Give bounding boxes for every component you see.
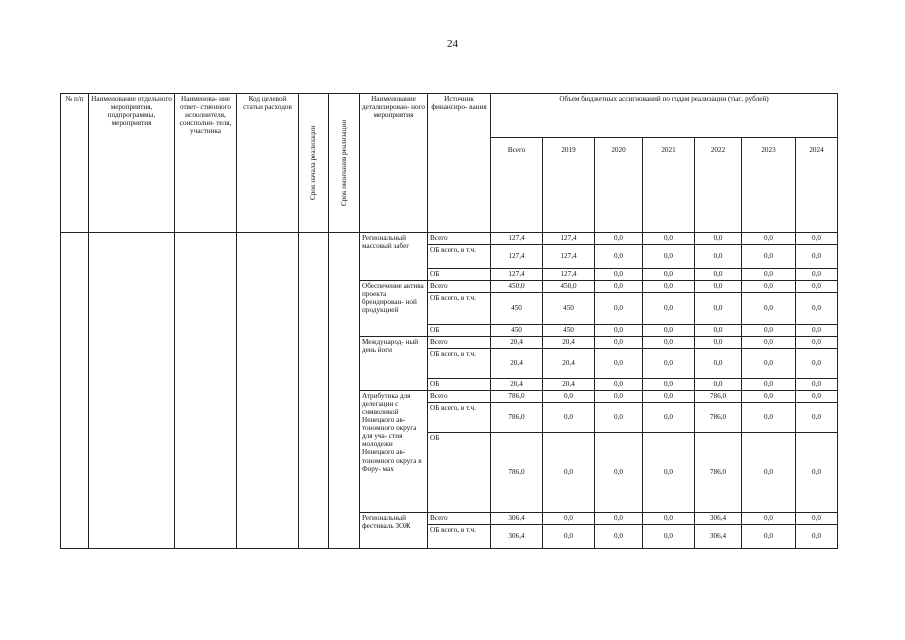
budget-value: 0,0: [742, 513, 796, 525]
table-row: [61, 233, 838, 245]
budget-value: 0,0: [695, 379, 742, 391]
budget-value: 0,0: [643, 391, 695, 403]
detail-event-name: Международ- ный день йоги: [360, 337, 428, 391]
budget-value: 786,0: [695, 433, 742, 513]
empty-cell: [329, 233, 360, 549]
budget-value: 450: [491, 293, 543, 325]
header-number: № п/п: [61, 94, 89, 233]
budget-value: 0,0: [695, 233, 742, 245]
budget-value: 0,0: [742, 379, 796, 391]
budget-value: 786,0: [491, 391, 543, 403]
budget-value: 127,4: [491, 245, 543, 269]
budget-value: 0,0: [796, 337, 838, 349]
budget-value: 20,4: [543, 337, 595, 349]
budget-value: 0,0: [742, 281, 796, 293]
budget-value: 0,0: [595, 293, 643, 325]
header-code: Код целевой статьи расходов: [237, 94, 299, 233]
budget-value: 0,0: [742, 293, 796, 325]
budget-value: 0,0: [695, 349, 742, 379]
budget-value: 0,0: [695, 281, 742, 293]
budget-value: 786,0: [695, 391, 742, 403]
budget-value: 0,0: [643, 525, 695, 549]
funding-source: ОБ: [428, 269, 491, 281]
empty-cell: [237, 233, 299, 549]
detail-event-name: Региональный фестиваль ЗОЖ: [360, 513, 428, 549]
budget-value: 0,0: [796, 379, 838, 391]
budget-value: 450,0: [543, 281, 595, 293]
budget-value: 20,4: [491, 349, 543, 379]
budget-value: 0,0: [595, 281, 643, 293]
funding-source: Всего: [428, 513, 491, 525]
budget-value: 786,0: [491, 403, 543, 433]
budget-value: 0,0: [796, 245, 838, 269]
budget-value: 0,0: [796, 391, 838, 403]
budget-value: 0,0: [796, 349, 838, 379]
budget-value: 127,4: [543, 233, 595, 245]
budget-value: 0,0: [742, 233, 796, 245]
header-year: 2023: [742, 138, 796, 233]
budget-value: 0,0: [643, 379, 695, 391]
funding-source: ОБ всего, в т.ч.: [428, 245, 491, 269]
budget-value: 20,4: [543, 349, 595, 379]
budget-value: 0,0: [742, 433, 796, 513]
budget-value: 0,0: [543, 391, 595, 403]
budget-value: 0,0: [742, 525, 796, 549]
funding-source: ОБ всего, в т.ч.: [428, 525, 491, 549]
budget-value: 0,0: [595, 349, 643, 379]
budget-value: 306,4: [695, 513, 742, 525]
budget-value: 0,0: [595, 337, 643, 349]
page-number: 24: [447, 38, 458, 50]
funding-source: ОБ: [428, 433, 491, 513]
budget-table: [60, 93, 838, 549]
budget-value: 0,0: [742, 337, 796, 349]
budget-value: 0,0: [796, 433, 838, 513]
budget-value: 0,0: [643, 245, 695, 269]
header-year: 2020: [595, 138, 643, 233]
budget-value: 0,0: [796, 269, 838, 281]
header-year: 2019: [543, 138, 595, 233]
header-executor: Наименова- ние ответ- ственного исполнителя, соисполни- теля, участника: [175, 94, 237, 233]
detail-event-name: Региональный массовый забег: [360, 233, 428, 281]
budget-value: 0,0: [543, 525, 595, 549]
budget-value: 0,0: [643, 403, 695, 433]
budget-value: 0,0: [595, 233, 643, 245]
budget-value: 0,0: [742, 391, 796, 403]
header-start-cell: [299, 94, 329, 233]
budget-value: 0,0: [742, 403, 796, 433]
budget-value: 0,0: [543, 433, 595, 513]
budget-value: 0,0: [643, 349, 695, 379]
budget-value: 0,0: [695, 293, 742, 325]
header-year: 2024: [796, 138, 838, 233]
budget-value: 786,0: [695, 403, 742, 433]
budget-value: 0,0: [643, 513, 695, 525]
budget-value: 20,4: [543, 379, 595, 391]
funding-source: Всего: [428, 233, 491, 245]
budget-value: 20,4: [491, 379, 543, 391]
header-year: Всего: [491, 138, 543, 233]
budget-value: 0,0: [543, 513, 595, 525]
budget-value: 0,0: [796, 325, 838, 337]
budget-value: 0,0: [595, 513, 643, 525]
budget-value: 0,0: [695, 269, 742, 281]
budget-value: 306,4: [695, 525, 742, 549]
budget-value: 0,0: [595, 525, 643, 549]
budget-value: 0,0: [595, 379, 643, 391]
detail-event-name: Обеспечение актива проекта брендирован- ной продукцией: [360, 281, 428, 337]
detail-event-name: Атрибутика для делегации с символикой Ненецкого ав- тономного округа для уча- стия молодежи Ненецкого ав- тономного округа в Фору- мах: [360, 391, 428, 513]
budget-value: 0,0: [695, 245, 742, 269]
budget-value: 0,0: [742, 245, 796, 269]
budget-value: 450,0: [491, 281, 543, 293]
budget-value: 127,4: [491, 233, 543, 245]
budget-value: 0,0: [796, 293, 838, 325]
header-event: Наименование отдельного мероприятия, подпрограммы, мероприятия: [89, 94, 175, 233]
header-end-cell: [329, 94, 360, 233]
budget-value: 450: [543, 293, 595, 325]
budget-value: 0,0: [796, 281, 838, 293]
budget-value: 450: [543, 325, 595, 337]
budget-value: 0,0: [595, 245, 643, 269]
header-start: Срок начала реализации: [309, 125, 318, 201]
funding-source: Всего: [428, 391, 491, 403]
funding-source: ОБ всего, в т.ч.: [428, 403, 491, 433]
budget-value: 0,0: [643, 293, 695, 325]
budget-value: 0,0: [595, 325, 643, 337]
budget-value: 127,4: [491, 269, 543, 281]
budget-value: 306,4: [491, 525, 543, 549]
budget-value: 0,0: [595, 403, 643, 433]
budget-value: 0,0: [742, 349, 796, 379]
budget-value: 786,0: [491, 433, 543, 513]
budget-value: 0,0: [742, 269, 796, 281]
budget-value: 0,0: [796, 513, 838, 525]
header-volume: Объем бюджетных ассигнований по годам реализации (тыс. рублей): [491, 94, 838, 138]
budget-value: 0,0: [643, 269, 695, 281]
budget-value: 450: [491, 325, 543, 337]
empty-cell: [89, 233, 175, 549]
empty-cell: [175, 233, 237, 549]
budget-value: 0,0: [796, 233, 838, 245]
budget-value: 0,0: [695, 337, 742, 349]
budget-value: 0,0: [595, 433, 643, 513]
budget-value: 0,0: [595, 391, 643, 403]
funding-source: ОБ: [428, 379, 491, 391]
budget-value: 127,4: [543, 245, 595, 269]
header-year: 2022: [695, 138, 742, 233]
funding-source: ОБ всего, в т.ч.: [428, 293, 491, 325]
budget-value: 0,0: [796, 525, 838, 549]
budget-value: 0,0: [643, 281, 695, 293]
budget-value: 20,4: [491, 337, 543, 349]
empty-cell: [299, 233, 329, 549]
empty-cell: [61, 233, 89, 549]
budget-value: 0,0: [543, 403, 595, 433]
budget-value: 0,0: [643, 337, 695, 349]
funding-source: ОБ: [428, 325, 491, 337]
budget-value: 127,4: [543, 269, 595, 281]
header-detail: Наименование детализирован- ного мероприятия: [360, 94, 428, 233]
budget-value: 0,0: [643, 233, 695, 245]
funding-source: Всего: [428, 281, 491, 293]
funding-source: ОБ всего, в т.ч.: [428, 349, 491, 379]
header-year: 2021: [643, 138, 695, 233]
budget-value: 0,0: [742, 325, 796, 337]
header-end: Срок окончания реализации: [339, 119, 348, 207]
budget-value: 0,0: [695, 325, 742, 337]
funding-source: Всего: [428, 337, 491, 349]
budget-value: 306,4: [491, 513, 543, 525]
budget-value: 0,0: [796, 403, 838, 433]
budget-value: 0,0: [643, 325, 695, 337]
header-source: Источник финансиро- вания: [428, 94, 491, 233]
budget-value: 0,0: [595, 269, 643, 281]
budget-value: 0,0: [643, 433, 695, 513]
